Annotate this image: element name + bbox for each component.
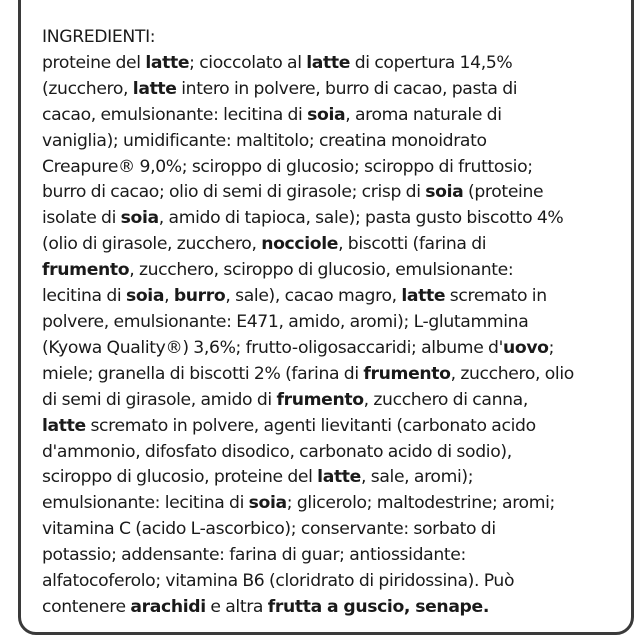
ingredient-text: isolate di [42,208,121,229]
ingredient-text: Creapure® 9,0%; sciroppo di glucosio; sciroppo di fruttosio; [42,156,533,177]
ingredients-text-block [42,25,612,621]
ingredient-text: , sale, aromi); [361,467,474,488]
ingredient-text: ; [548,337,555,358]
ingredient-line [42,180,612,206]
ingredient-text: cacao, emulsionante: lecitina di [42,104,308,125]
ingredient-text: (proteine [463,182,544,203]
ingredient-text: , zucchero, sciroppo di glucosio, emulsionante: [129,260,514,281]
allergen-bold-text: latte [132,78,177,99]
ingredient-text: sciroppo di glucosio, proteine del [42,467,318,488]
ingredient-text: proteine del [42,52,146,73]
ingredient-text: vaniglia); umidificante: maltitolo; creatina monoidrato [42,130,487,151]
allergen-bold-text: latte [317,467,361,488]
ingredient-line [42,232,612,258]
ingredient-text: vitamina C (acido L-ascorbico); conservante: sorbato di [42,519,496,540]
ingredient-text: miele; granella di biscotti 2% (farina di [42,363,364,384]
allergen-bold-text: uovo [502,337,549,358]
ingredient-text: polvere, emulsionante: E471, amido, aromi); L-glutammina [42,311,529,332]
allergen-bold-text: latte [306,52,351,73]
allergen-bold-text: latte [42,415,86,436]
ingredient-line [42,595,612,621]
allergen-bold-text: frumento [363,363,451,384]
ingredient-text: d'ammonio, difosfato disodico, carbonato acido di sodio), [42,441,512,462]
ingredient-line [42,258,612,284]
allergen-bold-text: soia [120,208,159,229]
ingredient-line [42,362,612,388]
ingredient-line [42,440,612,466]
ingredient-line [42,491,612,517]
ingredient-line [42,388,612,414]
ingredient-text: lecitina di [42,286,126,307]
allergen-bold-text: latte [145,52,190,73]
ingredient-text: di copertura 14,5% [350,52,513,73]
ingredient-line [42,465,612,491]
allergen-bold-text: latte [401,286,446,307]
allergen-bold-text: burro [173,286,226,307]
ingredient-line [42,543,612,569]
ingredient-text: , amido di tapioca, sale); pasta gusto biscotto 4% [158,208,564,229]
allergen-bold-text: nocciole [261,234,339,255]
allergen-bold-text: soia [307,104,346,125]
ingredient-text: e altra [205,596,268,617]
ingredient-text: ; cioccolato al [189,52,307,73]
ingredient-text: , biscotti (farina di [338,234,487,255]
ingredient-line [42,206,612,232]
ingredient-text: contenere [42,596,131,617]
ingredients-list [42,51,612,621]
ingredient-line [42,569,612,595]
ingredient-line [42,51,612,77]
ingredient-text: , zucchero di canna, [363,389,528,410]
ingredient-text: potassio; addensante: farina di guar; antiossidante: [42,545,466,566]
ingredient-text: emulsionante: lecitina di [42,493,249,514]
ingredient-line [42,336,612,362]
ingredient-line [42,414,612,440]
ingredient-text: , sale), cacao magro, [225,286,402,307]
allergen-bold-text: frumento [42,260,130,281]
ingredient-line [42,517,612,543]
ingredient-line [42,310,612,336]
ingredient-text: di semi di girasole, amido di [42,389,277,410]
ingredient-text: intero in polvere, burro di cacao, pasta di [176,78,518,99]
ingredient-text: (Kyowa Quality®) 3,6%; frutto-oligosaccaridi; albume d' [42,337,503,358]
ingredients-heading: INGREDIENTI: [42,27,156,47]
allergen-bold-text: soia [248,493,287,514]
allergen-bold-text: arachidi [130,596,206,617]
ingredient-text: , [164,286,174,307]
ingredient-line [42,129,612,155]
ingredient-text: scremato in [445,286,547,307]
ingredient-line [42,284,612,310]
ingredient-text: (zucchero, [42,78,133,99]
allergen-bold-text: soia [125,286,165,307]
allergen-bold-text: soia [425,182,464,203]
ingredient-text: , zucchero, olio [450,363,574,384]
ingredient-line [42,103,612,129]
allergen-bold-text: frutta a guscio, senape. [267,596,490,617]
ingredient-text: burro di cacao; olio di semi di girasole; crisp di [42,182,426,203]
ingredient-line [42,77,612,103]
allergen-bold-text: frumento [276,389,364,410]
ingredient-line [42,155,612,181]
ingredient-text: scremato in polvere, agenti lievitanti (carbonato acido [85,415,536,436]
ingredient-text: alfatocoferolo; vitamina B6 (cloridrato di piridossina). Può [42,571,515,592]
ingredient-text: (olio di girasole, zucchero, [42,234,262,255]
ingredient-text: , aroma naturale di [345,104,502,125]
ingredient-text: ; glicerolo; maltodestrine; aromi; [286,493,555,514]
